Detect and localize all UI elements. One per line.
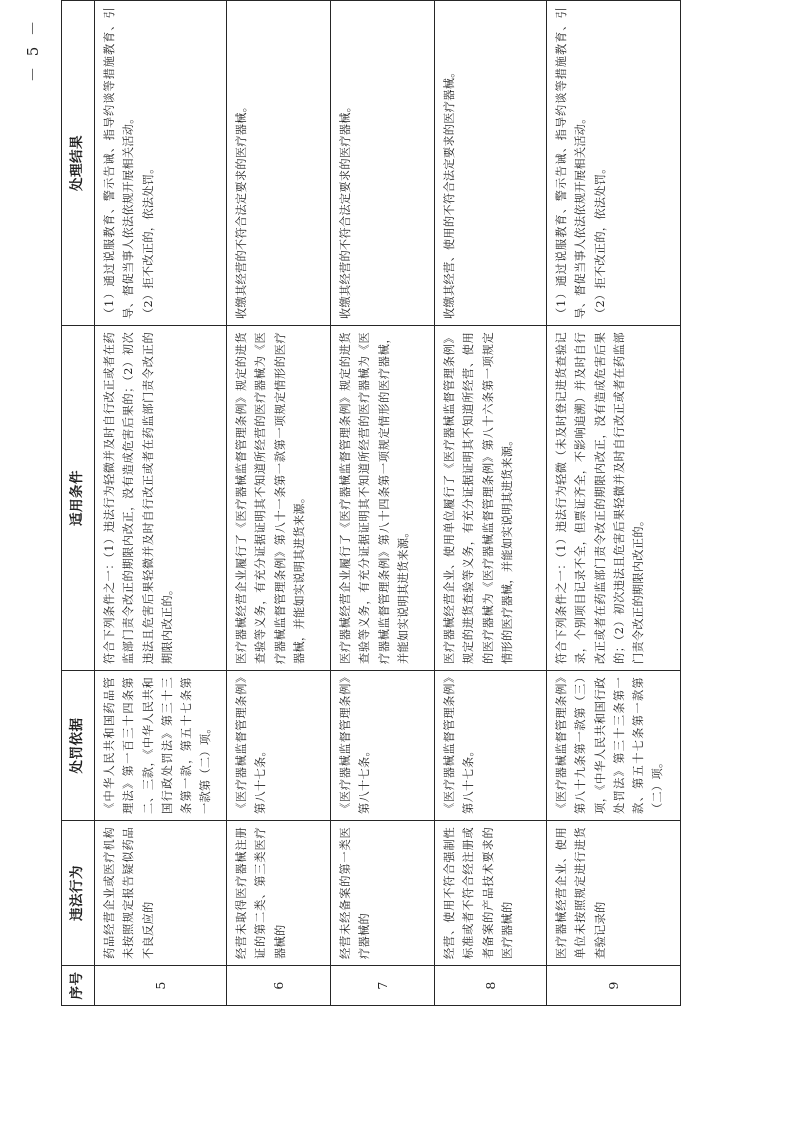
row-basis: 《医疗器械监督管理条例》第八十七条。 (435, 671, 547, 821)
row-basis: 《医疗器械监督管理条例》第八十七条。 (331, 671, 435, 821)
penalty-table (61, 0, 681, 1006)
row-result: 收缴其经营的不符合法定要求的医疗器械。 (227, 1, 331, 326)
row-basis: 《中华人民共和国药品管理法》第一百三十四条第二、三款，《中华人民共和国行政处罚法》第三十三条第一款，第五十七条第一款第（二）项。 (95, 671, 227, 821)
row-conditions: 符合下列条件之一：（1）违法行为轻微（未及时登记进货查验记录，个别项目记录不全，但票证齐全，不影响追溯）并及时自行改正或者在药监部门责令改正的期限内改正，没有造成危害后果的；（2）初次违法且危害后果轻微并及时自行改正或者在药监部门责令改正的期限内改正的。 (547, 326, 681, 671)
page-number: － 5 － (24, 17, 42, 82)
table-row (435, 1, 547, 1006)
row-conditions: 医疗器械经营企业履行了《医疗器械监督管理条例》规定的进货查验等义务，有充分证据证明其不知道所经营的医疗器械为《医疗器械监督管理条例》第八十一条第一款第一项规定情形的医疗器械，并能如实说明其进货来源。 (227, 326, 331, 671)
table-header-row (62, 1, 95, 1006)
table-row (95, 1, 227, 1006)
table-row (547, 1, 681, 1006)
table-row (331, 1, 435, 1006)
header-seq: 序号 (62, 966, 95, 1006)
row-seq: 6 (227, 966, 331, 1006)
row-violation: 药品经营企业或医疗机构未按照规定报告疑似药品不良反应的 (95, 821, 227, 966)
header-basis: 处罚依据 (62, 671, 95, 821)
row-result: （1）通过说服教育、警示告诫、指导约谈等措施教育、引导、督促当事人依法依规开展相关活动。 （2）拒不改正的，依法处罚。 (95, 1, 227, 326)
row-basis: 《医疗器械监督管理条例》第八十九条第一款第（三）项，《中华人民共和国行政处罚法》第三十三条第一款、第五十七条第一款第（二）项。 (547, 671, 681, 821)
row-conditions: 符合下列条件之一：（1）违法行为轻微并及时自行改正或者在药监部门责令改正的期限内改正，没有造成危害后果的；（2）初次违法且危害后果轻微并及时自行改正或者在药监部门责令改正的期限内改正的。 (95, 326, 227, 671)
row-conditions: 医疗器械经营企业、使用单位履行了《医疗器械监督管理条例》规定的进货查验等义务，有充分证据证明其不知道所经营、使用的医疗器械为《医疗器械监督管理条例》第八十六条第一项规定情形的医疗器械，并能如实说明其进货来源。 (435, 326, 547, 671)
row-basis: 《医疗器械监督管理条例》第八十七条。 (227, 671, 331, 821)
row-violation: 经营未取得医疗器械注册证的第二类、第三类医疗器械的 (227, 821, 331, 966)
header-conditions: 适用条件 (62, 326, 95, 671)
row-result: （1）通过说服教育、警示告诫、指导约谈等措施教育、引导、督促当事人依法依规开展相关活动。 （2）拒不改正的，依法处罚。 (547, 1, 681, 326)
row-seq: 8 (435, 966, 547, 1006)
row-conditions: 医疗器械经营企业履行了《医疗器械监督管理条例》规定的进货查验等义务，有充分证据证明其不知道所经营的医疗器械为《医疗器械监督管理条例》第八十四条第一项规定情形的医疗器械，并能如实说明其进货来源。 (331, 326, 435, 671)
header-violation: 违法行为 (62, 821, 95, 966)
table-row (227, 1, 331, 1006)
row-seq: 5 (95, 966, 227, 1006)
row-violation: 经营、使用不符合强制性标准或者不符合经注册或者备案的产品技术要求的医疗器械的 (435, 821, 547, 966)
row-result: 收缴其经营的不符合法定要求的医疗器械。 (331, 1, 435, 326)
header-result: 处理结果 (62, 1, 95, 326)
row-result: 收缴其经营、使用的不符合法定要求的医疗器械。 (435, 1, 547, 326)
row-seq: 9 (547, 966, 681, 1006)
row-violation: 医疗器械经营企业、使用单位未按照规定进行进货查验记录的 (547, 821, 681, 966)
row-violation: 经营未经备案的第一类医疗器械的 (331, 821, 435, 966)
row-seq: 7 (331, 966, 435, 1006)
